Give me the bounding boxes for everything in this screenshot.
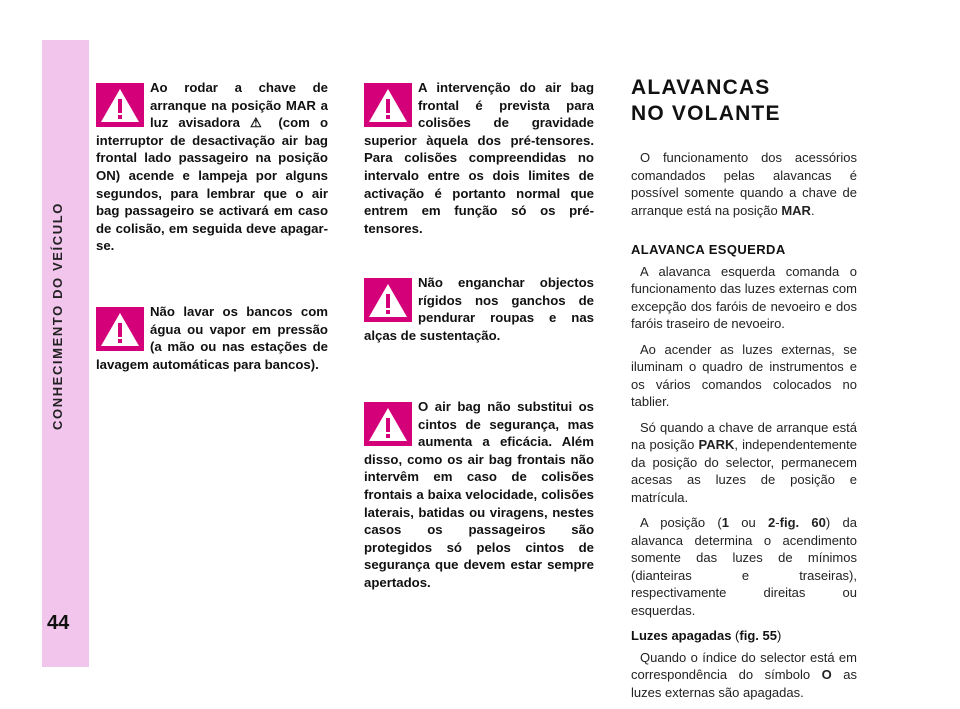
sidebar-title-text: CONHECIMENTO DO VEÍCULO: [50, 202, 65, 430]
warning-block: [364, 274, 594, 344]
section-title-line1: ALAVANCAS: [631, 76, 771, 99]
section-column: [631, 75, 857, 701]
warning-text: O air bag não substitui os cintos de segurança, mas aumenta a eficácia. Além disso, como os air bag frontais não intervêm em caso de colisões frontais a baixa velocidade, colisões laterais, batidas ou viragens, nestes casos os passageiros são protegidos só pelos cintos de segurança que devem estar sempre apertados.: [364, 399, 594, 590]
warning-block: [364, 79, 594, 237]
warning-icon: [364, 278, 412, 322]
page-number: 44: [47, 612, 70, 634]
warning-text: Não enganchar objectos rígidos nos ganchos de pendurar roupas e nas alças de sustentação.: [364, 275, 594, 343]
section-title-line2: NO VOLANTE: [631, 102, 781, 125]
warning-icon: [96, 307, 144, 351]
subheading: ALAVANCA ESQUERDA: [631, 242, 786, 257]
section-body: [631, 149, 857, 701]
paragraph: A alavanca esquerda comanda o funcionamento das luzes externas com excepção dos faróis de nevoeiro e dos faróis traseiro de nevoeiro.: [631, 263, 857, 331]
section-title: [631, 75, 857, 127]
warning-block: [96, 79, 328, 255]
paragraph: A posição (1 ou 2-fig. 60) da alavanca determina o acendimento somente das luzes de mínimos (dianteiras e traseiras), respectivamente direitas ou esquerdas.: [631, 515, 857, 618]
warning-block: [364, 398, 594, 592]
paragraph: Quando o índice do selector está em correspondência do símbolo O as luzes externas são apagadas.: [631, 649, 857, 700]
warning-icon: [364, 83, 412, 127]
warning-icon: [364, 402, 412, 446]
warning-text: Ao rodar a chave de arranque na posição MAR a luz avisadora ⚠ (com o interruptor de desactivação air bag frontal lado passageiro na posição ON) acende e lampeja por alguns segundos, para lembrar que o air bag passageiro se activará em caso de colisão, em seguida deve apagar-se.: [96, 80, 328, 254]
subheading-lights-off: Luzes apagadas (fig. 55): [631, 628, 782, 643]
warning-icon: [96, 83, 144, 127]
intro-paragraph: O funcionamento dos acessórios comandados pelas alavancas é possível somente quando a chave de arranque está na posição MAR.: [631, 150, 857, 218]
warning-block: [96, 303, 328, 373]
warning-text: Não lavar os bancos com água ou vapor em pressão (a mão ou nas estações de lavagem automáticas para bancos).: [96, 304, 328, 372]
paragraph: Só quando a chave de arranque está na posição PARK, independentemente da posição do selector, permanecem acesas as luzes de posição e matrícula.: [631, 419, 857, 505]
warning-text: A intervenção do air bag frontal é prevista para colisões de gravidade superior àquela dos pré-tensores. Para colisões compreendidas no intervalo entre os dois limites de activação é portanto normal que entrem em função só os pré-tensores.: [364, 80, 594, 236]
paragraph: Ao acender as luzes externas, se iluminam o quadro de instrumentos e os vários comandos colocados no tablier.: [631, 341, 857, 409]
